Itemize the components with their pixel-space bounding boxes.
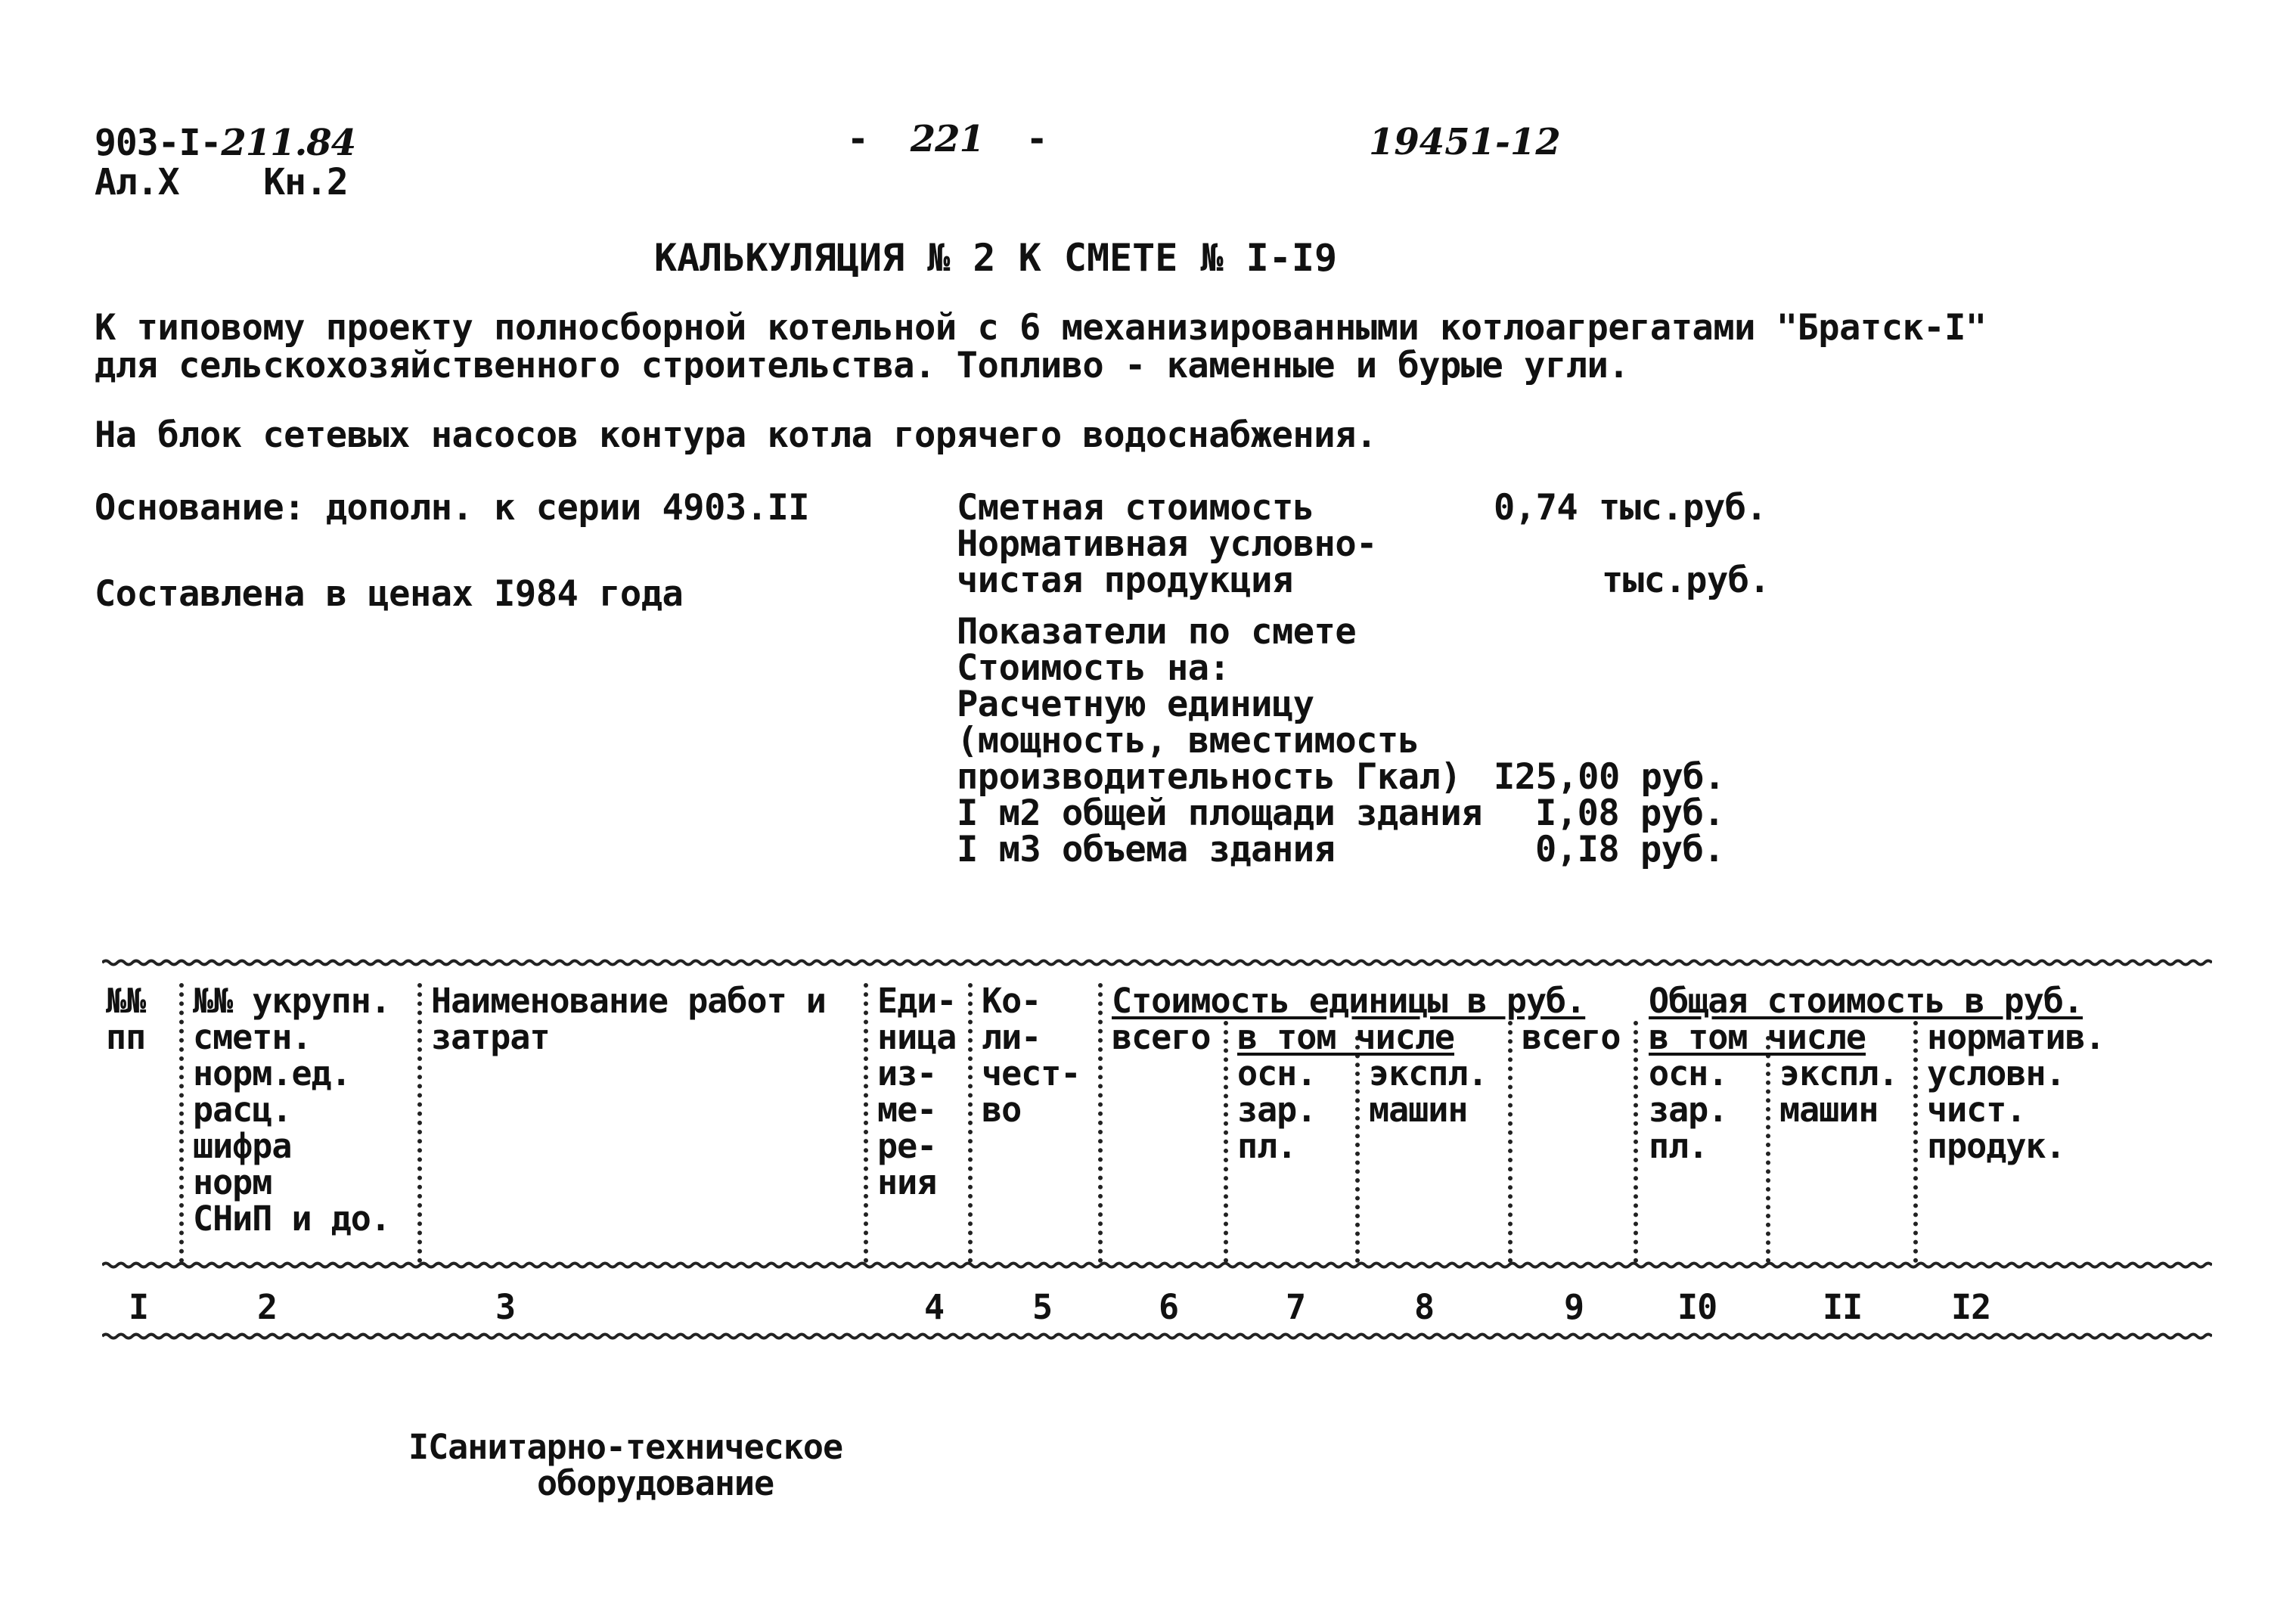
column-number-1: I xyxy=(129,1287,149,1327)
total-main-wage-2: зар. xyxy=(1649,1090,1728,1130)
col-sep-5 xyxy=(1098,983,1103,1263)
total-main-wage-1: осн. xyxy=(1649,1053,1728,1093)
col-sep-10 xyxy=(1766,1036,1770,1263)
section-title-line-1: IСанитарно-техническое xyxy=(408,1427,843,1467)
col5-header-1: Ко- xyxy=(982,981,1041,1021)
unit-main-wage-1: осн. xyxy=(1237,1053,1317,1093)
column-number-5: 5 xyxy=(1032,1287,1053,1327)
col4-header-3: из- xyxy=(877,1053,937,1093)
col2-header-4: расц. xyxy=(193,1090,292,1130)
description-line-2: для сельскохозяйственного строительства. Топливо - каменные и бурые угли. xyxy=(95,345,1630,386)
estimated-cost-value: 0,74 тыс.руб. xyxy=(1494,487,1767,529)
column-numbers-rule xyxy=(102,1332,2212,1340)
unit-label-3: производительность Гкал) xyxy=(957,756,1462,798)
table-top-rule xyxy=(102,959,2212,966)
col5-header-3: чест- xyxy=(982,1053,1081,1093)
series-handwritten: 211.84 xyxy=(221,122,356,164)
col-sep-6 xyxy=(1224,1021,1228,1263)
unit-value: I25,00 руб. xyxy=(1494,756,1725,798)
col-sep-2 xyxy=(417,983,422,1263)
subject-line: На блок сетевых насосов контура котла горячего водоснабжения. xyxy=(95,414,1377,456)
description-line-1: К типовому проекту полносборной котельной с 6 механизированными котлоагрегатами "Братск-I" xyxy=(95,307,1987,349)
col-sep-4 xyxy=(968,983,973,1263)
unit-label-1: Расчетную единицу xyxy=(957,684,1314,725)
normative-label-2: чистая продукция xyxy=(957,560,1293,601)
col2-header-2: сметн. xyxy=(193,1017,312,1057)
col2-header-5: шифра xyxy=(193,1126,292,1166)
page-title: КАЛЬКУЛЯЦИЯ № 2 К СМЕТЕ № I-I9 xyxy=(654,236,1338,280)
col12-header-3: чист. xyxy=(1927,1090,2026,1130)
col-sep-8 xyxy=(1508,1021,1513,1263)
column-number-9: 9 xyxy=(1564,1287,1584,1327)
estimated-cost-label: Сметная стоимость xyxy=(957,487,1314,529)
unit-cost-including-label: в том числе xyxy=(1237,1017,1455,1057)
total-cost-header: Общая стоимость в руб. xyxy=(1649,981,2083,1021)
album-label: Ал.X xyxy=(95,161,179,203)
prices-year-line: Составлена в ценах I984 года xyxy=(95,573,684,615)
unit-label-2: (мощность, вместимость xyxy=(957,720,1419,761)
unit-machines-1: экспл. xyxy=(1369,1053,1488,1093)
col2-header-7: СНиП и до. xyxy=(193,1199,390,1239)
col5-header-2: ли- xyxy=(982,1017,1041,1057)
column-number-11: II xyxy=(1823,1287,1863,1327)
total-machines-2: машин xyxy=(1779,1090,1879,1130)
book-label: Кн.2 xyxy=(263,161,348,203)
normative-label-1: Нормативная условно- xyxy=(957,523,1377,565)
unit-machines-2: машин xyxy=(1369,1090,1468,1130)
volume-label: I м3 объема здания xyxy=(957,829,1336,870)
total-cost-total-label: всего xyxy=(1522,1017,1621,1057)
album-book xyxy=(95,161,348,203)
col4-header-6: ния xyxy=(877,1162,937,1202)
col-sep-11 xyxy=(1913,1021,1918,1263)
section-title-line-2: оборудование xyxy=(537,1463,774,1503)
column-number-6: 6 xyxy=(1159,1287,1179,1327)
column-number-7: 7 xyxy=(1286,1287,1306,1327)
column-number-8: 8 xyxy=(1414,1287,1435,1327)
col4-header-5: ре- xyxy=(877,1126,937,1166)
col1-header-2: пп xyxy=(106,1017,146,1057)
inventory-number: 19451-12 xyxy=(1369,121,1561,163)
col2-header-1: №№ укрупн. xyxy=(193,981,390,1021)
cost-on-label: Стоимость на: xyxy=(957,647,1230,689)
page-number-block: - 221 - xyxy=(847,118,1047,160)
series-printed: 903-I- xyxy=(95,122,222,164)
col12-header-2: условн. xyxy=(1927,1053,2065,1093)
col5-header-4: во xyxy=(982,1090,1022,1130)
indicators-label: Показатели по смете xyxy=(957,611,1357,653)
volume-value: 0,I8 руб. xyxy=(1535,829,1725,870)
col4-header-4: ме- xyxy=(877,1090,937,1130)
column-number-2: 2 xyxy=(257,1287,278,1327)
column-number-3: 3 xyxy=(495,1287,516,1327)
col-sep-1 xyxy=(179,983,184,1263)
normative-unit: тыс.руб. xyxy=(1602,560,1770,601)
col12-header-4: продук. xyxy=(1927,1126,2065,1166)
col-sep-9 xyxy=(1634,1021,1638,1263)
area-value: I,08 руб. xyxy=(1535,792,1725,834)
unit-main-wage-3: пл. xyxy=(1237,1126,1297,1166)
total-machines-1: экспл. xyxy=(1779,1053,1898,1093)
col1-header-1: №№ xyxy=(106,981,146,1021)
page-number: 221 xyxy=(910,118,984,160)
column-number-4: 4 xyxy=(924,1287,945,1327)
total-cost-including-label: в том числе xyxy=(1649,1017,1866,1057)
col3-header-1: Наименование работ и xyxy=(431,981,826,1021)
col12-header-1: норматив. xyxy=(1927,1017,2105,1057)
col4-header-2: ница xyxy=(877,1017,957,1057)
area-label: I м2 общей площади здания xyxy=(957,792,1482,834)
column-number-10: I0 xyxy=(1677,1287,1717,1327)
col-sep-3 xyxy=(864,983,868,1263)
col2-header-3: норм.ед. xyxy=(193,1053,351,1093)
unit-cost-total-label: всего xyxy=(1112,1017,1211,1057)
total-main-wage-3: пл. xyxy=(1649,1126,1708,1166)
column-number-12: I2 xyxy=(1951,1287,1991,1327)
unit-cost-header: Стоимость единицы в руб. xyxy=(1112,981,1586,1021)
basis-line: Основание: дополн. к серии 4903.II xyxy=(95,487,810,529)
series-code xyxy=(95,122,356,164)
col-sep-7 xyxy=(1355,1036,1360,1263)
unit-main-wage-2: зар. xyxy=(1237,1090,1317,1130)
col4-header-1: Еди- xyxy=(877,981,957,1021)
col2-header-6: норм xyxy=(193,1162,272,1202)
col3-header-2: затрат xyxy=(431,1017,550,1057)
